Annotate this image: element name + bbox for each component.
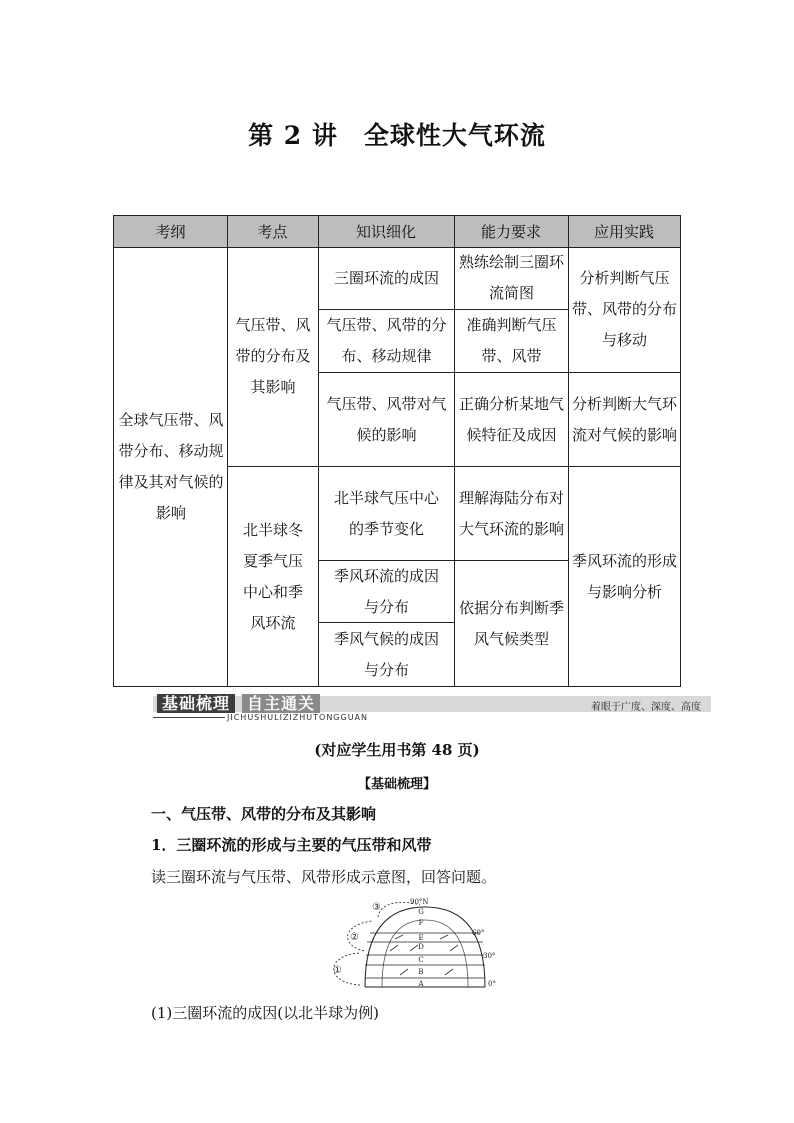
zhishi-cell-6: 季风气候的成因与分布: [333, 629, 439, 679]
kaodian-cell-1: 气压带、风带的分布及其影响: [235, 316, 311, 396]
zone-letter: E: [418, 934, 424, 942]
zone-letter: A: [418, 980, 424, 988]
zone-letter: F: [418, 919, 424, 927]
zone-letter: D: [418, 943, 424, 951]
page-title: 第 2 讲 全球性大气环流: [248, 121, 546, 150]
header-kaogang: 考纲: [114, 216, 227, 247]
yingyong-cell-3: 季风环流的形成与影响分析: [572, 551, 678, 601]
header-zhishi: 知识细化: [318, 216, 454, 247]
zhishi-cell-2: 气压带、风带的分布、移动规律: [326, 316, 447, 365]
zhishi-cell-3: 气压带、风带对气候的影响: [326, 394, 447, 444]
heading-level-1: 一、气压带、风带的分布及其影响: [151, 805, 377, 823]
cell-label: ①: [333, 965, 342, 976]
kaogang-cell: 全球气压带、风带分布、移动规律及其对气候的影响: [118, 410, 224, 522]
outline-table: [113, 215, 681, 687]
yingyong-cell-1: 分析判断气压带、风带的分布与移动: [572, 269, 678, 349]
kaodian-cell-2: 北半球冬夏季气压中心和季风环流: [242, 520, 303, 632]
banner-underline: [153, 717, 225, 718]
cell-label: ②: [350, 932, 359, 943]
section-tag: 【基础梳理】: [357, 777, 436, 792]
zhishi-cell-5: 季风环流的成因与分布: [333, 566, 439, 616]
banner-pinyin: JICHUSHULIZIZHUTONGGUAN: [227, 713, 369, 722]
section-banner: [113, 694, 711, 722]
latitude-label: 30°: [483, 952, 496, 960]
latitude-label: 90°N: [410, 898, 429, 906]
latitude-label: 0°: [488, 980, 496, 988]
yingyong-cell-2: 分析判断大气环流对气候的影响: [572, 394, 678, 444]
instruction-text: 读三圈环流与气压带、风带形成示意图，回答问题。: [151, 868, 497, 886]
zone-letter: B: [418, 968, 424, 976]
zone-letter: G: [418, 908, 424, 916]
zhishi-cell-4: 北半球气压中心的季节变化: [333, 488, 439, 538]
zhishi-cell-1: 三圈环流的成因: [333, 268, 439, 287]
banner-tag-basic: 基础梳理: [157, 694, 235, 713]
nengli-cell-3: 正确分析某地气候特征及成因: [458, 394, 564, 444]
header-yingyong: 应用实践: [568, 216, 680, 247]
three-cell-circulation-figure: [320, 895, 510, 995]
header-nengli: 能力要求: [454, 216, 568, 247]
cell-label: ③: [372, 902, 381, 913]
nengli-cell-1: 熟练绘制三圈环流简图: [458, 253, 564, 302]
latitude-label: 60°: [472, 929, 485, 937]
nengli-cell-4: 理解海陆分布对大气环流的影响: [458, 488, 564, 538]
page-reference: (对应学生用书第 48 页): [314, 741, 480, 759]
nengli-cell-2: 准确判断气压带、风带: [466, 316, 557, 365]
zone-letter: C: [418, 956, 424, 964]
subheading: (1)三圈环流的成因(以北半球为例): [151, 1004, 379, 1022]
heading-level-2: 1．三圈环流的形成与主要的气压带和风带: [151, 836, 432, 854]
banner-tag-self-study: 自主通关: [242, 694, 320, 713]
banner-note: 着眼于广度、深度、高度: [591, 702, 701, 713]
header-kaodian: 考点: [227, 216, 318, 247]
nengli-cell-5: 依据分布判断季风气候类型: [458, 598, 564, 648]
